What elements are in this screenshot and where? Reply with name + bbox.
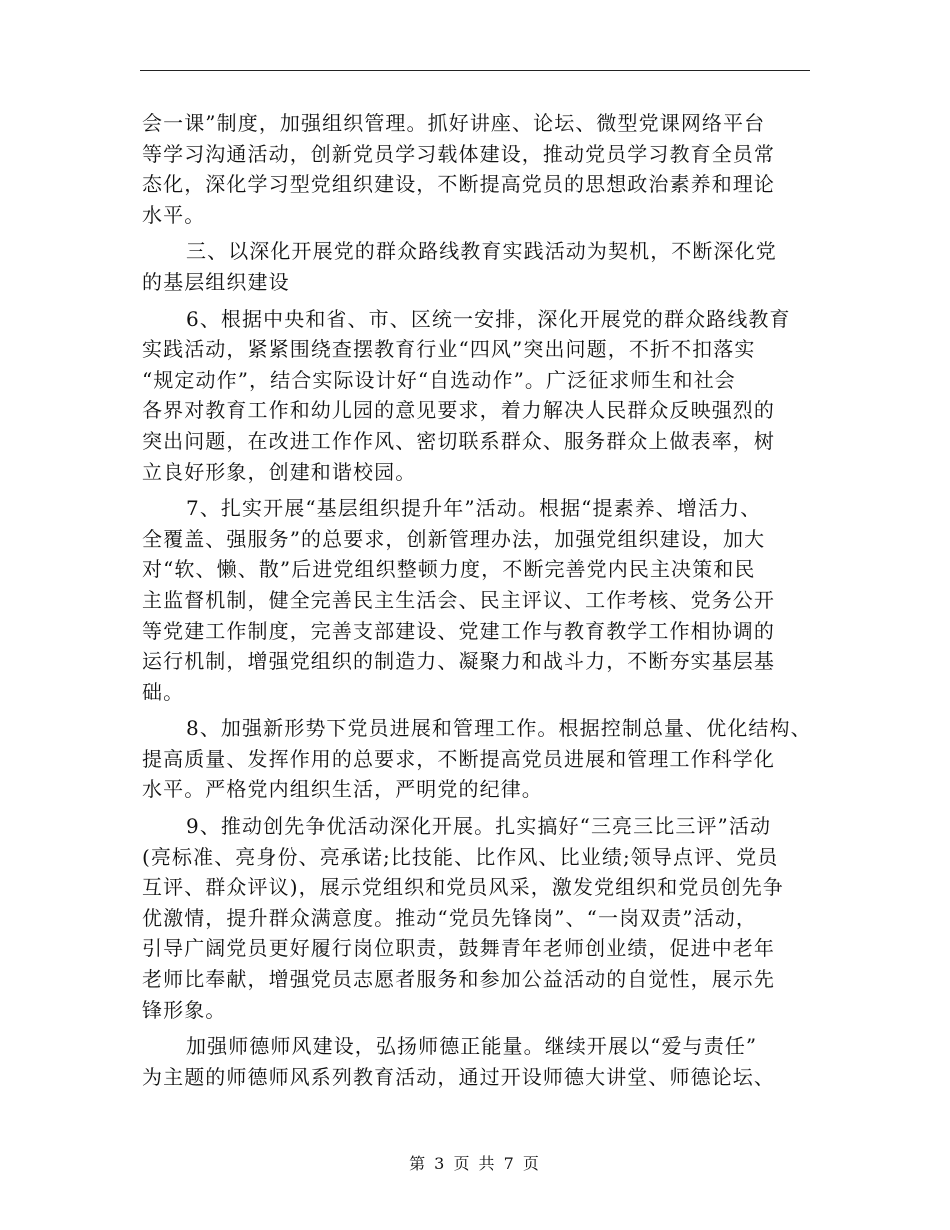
text-line: 对“软、懒、散”后进党组织整顿力度，不断完善党内民主决策和民 [142,557,756,582]
text-line: 运行机制，增强党组织的制造力、凝聚力和战斗力，不断夯实基层基 [142,649,775,674]
body-text [142,108,810,1092]
text-line: 提高质量、发挥作用的总要求，不断提高党员进展和管理工作科学化 [142,746,775,771]
text-line: 全覆盖、强服务”的总要求，创新管理办法，加强党组织建设，加大 [142,526,766,551]
text-line: “规定动作”，结合实际设计好“自选动作”。广泛征求师生和社会 [142,367,736,392]
text-line: 会一课”制度，加强组织管理。抓好讲座、论坛、微型党课网络平台 [142,111,766,135]
text-line: 态化，深化学习型党组织建设，不断提高党员的思想政治素养和理论 [142,172,775,197]
text-line: 6、根据中央和省、市、区统一安排，深化开展党的群众路线教育 [186,306,791,331]
text-line: 引导广阔党员更好履行岗位职责，鼓舞青年老师创业绩，促进中老年 [142,936,775,961]
text-line: 等党建工作制度，完善支部建设、党建工作与教育教学工作相协调的 [142,618,775,643]
page-footer: 第 3 页 共 7 页 [409,1154,541,1173]
text-line: 锋形象。 [142,997,227,1022]
text-line: (亮标准、亮身份、亮承诺;比技能、比作风、比业绩;领导点评、党员 [142,844,779,869]
text-line: 8、加强新形势下党员进展和管理工作。根据控制总量、优化结构、 [186,716,812,741]
text-line: 础。 [142,679,185,704]
text-line: 实践活动，紧紧围绕查摆教育行业“四风”突出问题，不折不扣落实 [142,337,756,362]
text-line: 7、扎实开展“基层组织提升年”活动。根据“提素养、增活力、 [186,496,762,521]
text-line: 主监督机制，健全完善民主生活会、民主评议、工作考核、党务公开 [142,587,775,612]
text-line: 加强师德师风建设，弘扬师德正能量。继续开展以“爱与责任” [186,1034,758,1059]
text-line: 三、以深化开展党的群众路线教育实践活动为契机，不断深化党 [186,239,777,264]
text-line: 突出问题，在改进工作作风、密切联系群众、服务群众上做表率，树 [142,428,775,453]
text-line: 老师比奉献，增强党员志愿者服务和参加公益活动的自觉性，展示先 [142,967,775,992]
text-line: 各界对教育工作和幼儿园的意见要求，着力解决人民群众反映强烈的 [142,398,775,423]
text-line: 优激情，提升群众满意度。推动“党员先锋岗”、“一岗双责”活动， [142,905,757,930]
text-line: 水平。 [142,202,206,227]
text-line: 为主题的师德师风系列教育活动，通过开设师德大讲堂、师德论坛、 [142,1064,775,1089]
text-line: 水平。严格党内组织生活，严明党的纪律。 [142,777,543,802]
header-rule [140,70,810,71]
text-line: 立良好形象，创建和谐校园。 [142,459,417,484]
text-line: 互评、群众评议)，展示党组织和党员风采，激发党组织和党员创先争 [142,875,784,900]
text-line: 9、推动创先争优活动深化开展。扎实搞好“三亮三比三评”活动 [186,814,772,839]
text-line: 等学习沟通活动，创新党员学习载体建设，推动党员学习教育全员常 [142,141,775,166]
text-line: 的基层组织建设 [142,269,290,294]
